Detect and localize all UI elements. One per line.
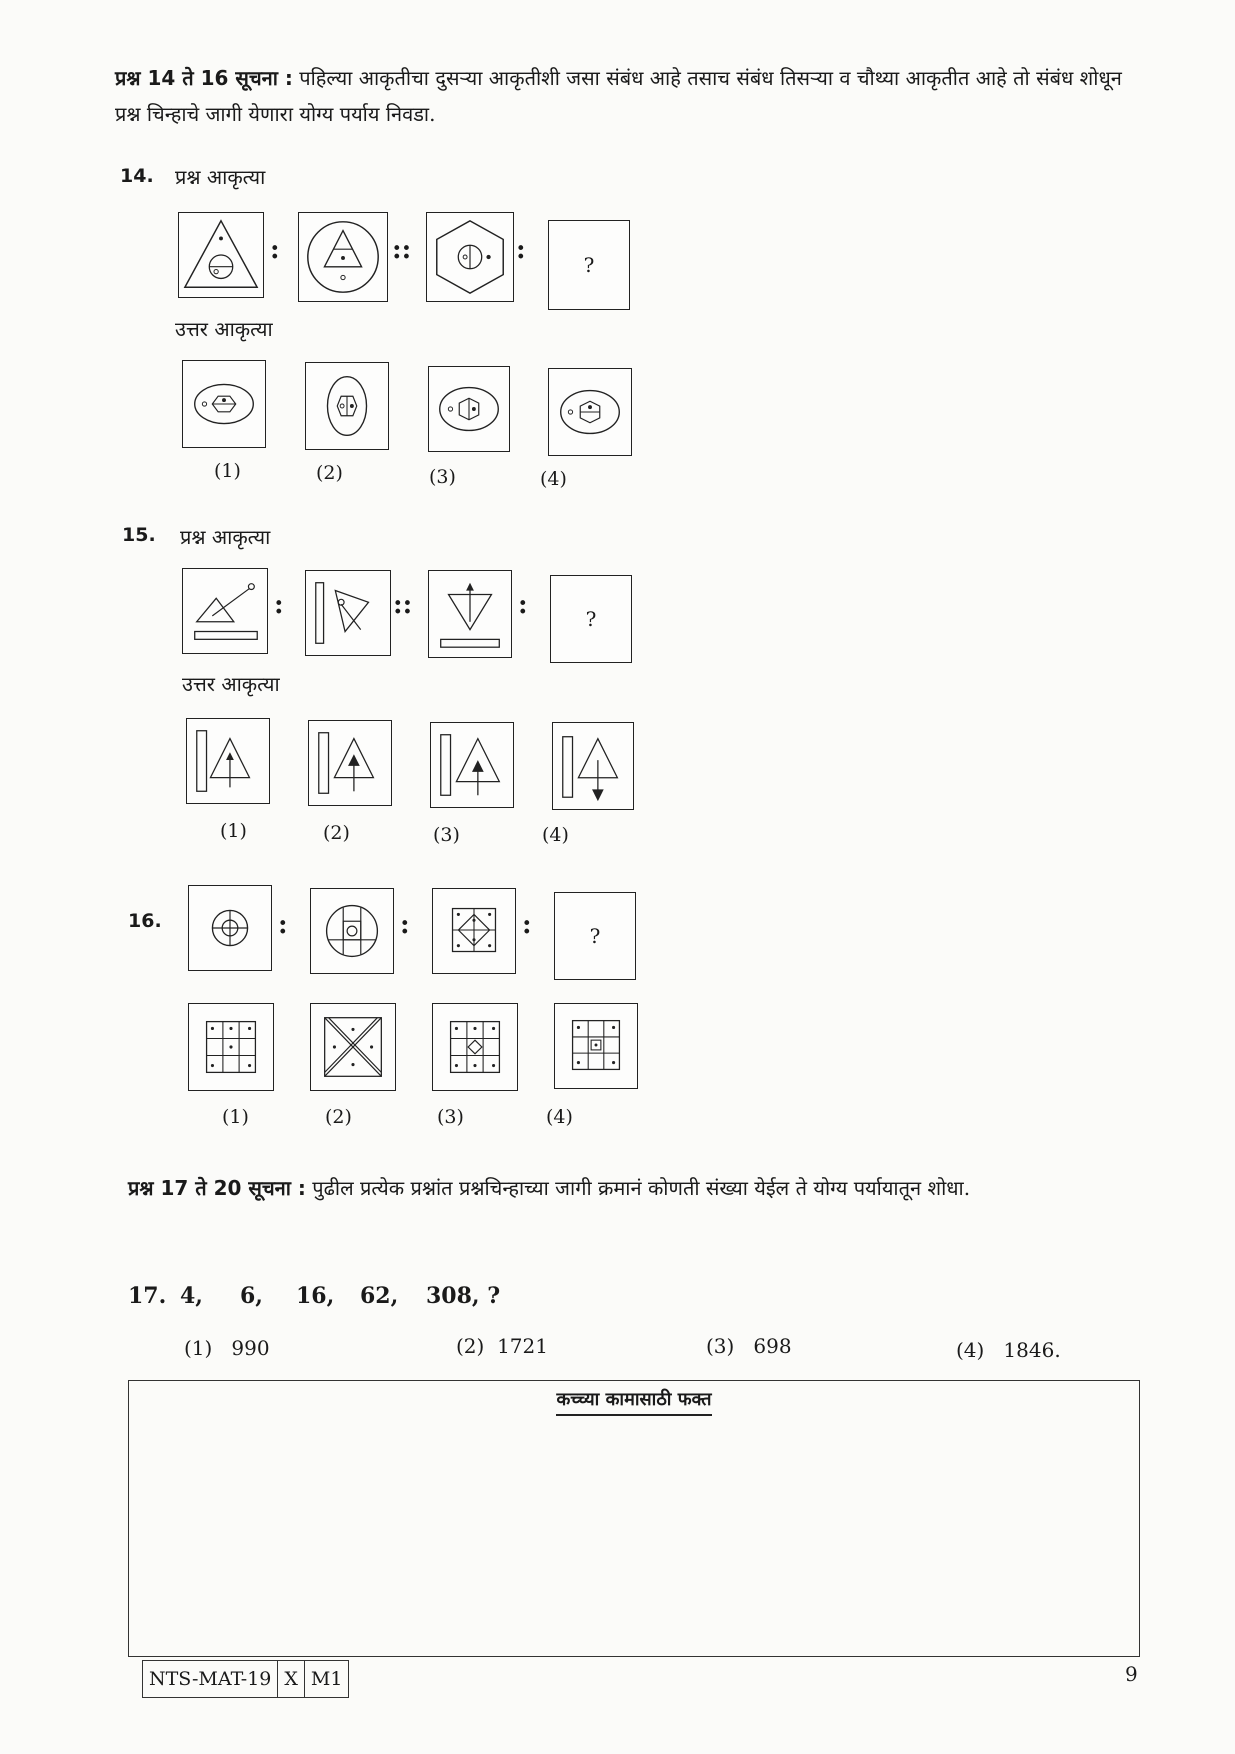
q15-problem-figure-2 [305, 570, 391, 656]
q14-answer-figure-4[interactable] [548, 368, 632, 456]
q14-double-colon: :: [392, 235, 412, 265]
rough-work-box [128, 1380, 1140, 1657]
q15-answer-figure-1[interactable] [186, 718, 270, 804]
q14-colon-1: : [270, 235, 280, 265]
q14-option-label-2: (2) [316, 462, 343, 484]
q17-option-2-value: 1721 [497, 1334, 548, 1358]
q16-answer-figure-1[interactable] [188, 1003, 274, 1091]
q16-problem-figure-4 [554, 892, 636, 980]
q16-colon-3: : [522, 910, 532, 940]
q15-question-figures-label: प्रश्न आकृत्या [180, 525, 271, 549]
q16-question-mark: ? [589, 924, 601, 948]
q17-series-term-5: 308, ? [426, 1283, 501, 1309]
q16-answer-figure-4[interactable] [554, 1003, 638, 1089]
q15-answer-figures-label: उत्तर आकृत्या [182, 672, 280, 696]
page-number: 9 [1125, 1662, 1138, 1686]
q17-series-term-4: 62, [360, 1283, 399, 1309]
q14-question-mark: ? [583, 253, 595, 277]
q17-option-3-value: 698 [753, 1334, 792, 1358]
q17-option-2[interactable] [456, 1334, 548, 1358]
q15-answer-figure-3[interactable] [430, 722, 514, 808]
q16-colon-2: : [400, 910, 410, 940]
q14-problem-figure-2 [298, 212, 388, 302]
q16-option-label-3: (3) [437, 1106, 464, 1128]
q14-option-label-1: (1) [214, 460, 241, 482]
q15-colon-1: : [274, 590, 284, 620]
q17-option-1[interactable] [184, 1336, 270, 1360]
q14-answer-figures-label: उत्तर आकृत्या [175, 317, 273, 341]
q16-problem-figure-2 [310, 888, 394, 974]
q14-problem-figure-4 [548, 220, 630, 310]
q17-series-term-3: 16, [296, 1283, 335, 1309]
q15-question-mark: ? [585, 607, 597, 631]
q14-question-figures-label: प्रश्न आकृत्या [175, 165, 266, 189]
question-16-number: 16. [128, 910, 162, 932]
q17-option-4[interactable] [956, 1338, 1061, 1362]
instructions-17-20-text: पुढील प्रत्येक प्रश्नांत प्रश्नचिन्हाच्या जागी क्रमानं कोणती संख्या येईल ते योग्य पर्यायातून शोधा. [312, 1176, 971, 1200]
q15-problem-figure-4 [550, 575, 632, 663]
q16-answer-figure-3[interactable] [432, 1003, 518, 1091]
q15-colon-2: : [518, 590, 528, 620]
q16-answer-figure-2[interactable] [310, 1003, 396, 1091]
q16-option-label-2: (2) [325, 1106, 352, 1128]
q15-answer-figure-2[interactable] [308, 720, 392, 806]
instructions-17-20 [128, 1170, 1136, 1206]
instructions-17-20-label: प्रश्न 17 ते 20 सूचना : [128, 1176, 306, 1200]
q17-option-3[interactable] [706, 1334, 792, 1358]
question-17-number: 17. [128, 1283, 167, 1309]
question-14-number: 14. [120, 165, 154, 187]
q15-problem-figure-1 [182, 568, 268, 654]
q15-option-label-1: (1) [220, 820, 247, 842]
q15-answer-figure-4[interactable] [552, 722, 634, 810]
q16-option-label-1: (1) [222, 1106, 249, 1128]
q14-answer-figure-1[interactable] [182, 360, 266, 448]
q15-option-label-2: (2) [323, 822, 350, 844]
q17-option-1-value: 990 [231, 1336, 270, 1360]
q17-series-term-1: 4, [180, 1283, 203, 1309]
q17-option-1-label: (1) [184, 1336, 213, 1360]
q15-problem-figure-3 [428, 570, 512, 658]
q14-option-label-4: (4) [540, 468, 567, 490]
q17-option-4-label: (4) [956, 1338, 985, 1362]
q15-option-label-3: (3) [433, 824, 460, 846]
q16-option-label-4: (4) [546, 1106, 573, 1128]
footer-class: X [278, 1661, 305, 1697]
q17-option-2-label: (2) [456, 1334, 485, 1358]
q16-colon-1: : [278, 910, 288, 940]
q14-problem-figure-3 [426, 212, 514, 302]
instructions-14-16-label: प्रश्न 14 ते 16 सूचना : [115, 66, 293, 90]
q17-option-4-value: 1846. [1003, 1338, 1061, 1362]
footer-code-box [142, 1660, 349, 1698]
instructions-14-16-text: पहिल्या आकृतीचा दुसऱ्या आकृतीशी जसा संबंध आहे तसाच संबंध तिसऱ्या व चौथ्या आकृतीत आहे तो संबंध शोधून प्रश्न चिन्हाचे जागी येणारा योग्य पर्याय निवडा. [115, 66, 1122, 126]
footer-medium: M1 [310, 1668, 343, 1690]
q15-option-label-4: (4) [542, 824, 569, 846]
q14-answer-figure-3[interactable] [428, 366, 510, 452]
q17-series-term-2: 6, [240, 1283, 263, 1309]
instructions-14-16 [115, 60, 1135, 132]
q17-option-3-label: (3) [706, 1334, 735, 1358]
q16-problem-figure-3 [432, 888, 516, 974]
q15-double-colon: :: [393, 590, 413, 620]
q14-answer-figure-2[interactable] [305, 362, 389, 450]
q14-problem-figure-1 [178, 212, 264, 298]
q14-option-label-3: (3) [429, 466, 456, 488]
rough-work-title: कच्च्या कामासाठी फक्त [556, 1389, 711, 1416]
question-15-number: 15. [122, 524, 156, 546]
footer-exam-code: NTS-MAT-19 [143, 1661, 278, 1697]
q16-problem-figure-1 [188, 885, 272, 971]
q14-colon-2: : [516, 235, 526, 265]
